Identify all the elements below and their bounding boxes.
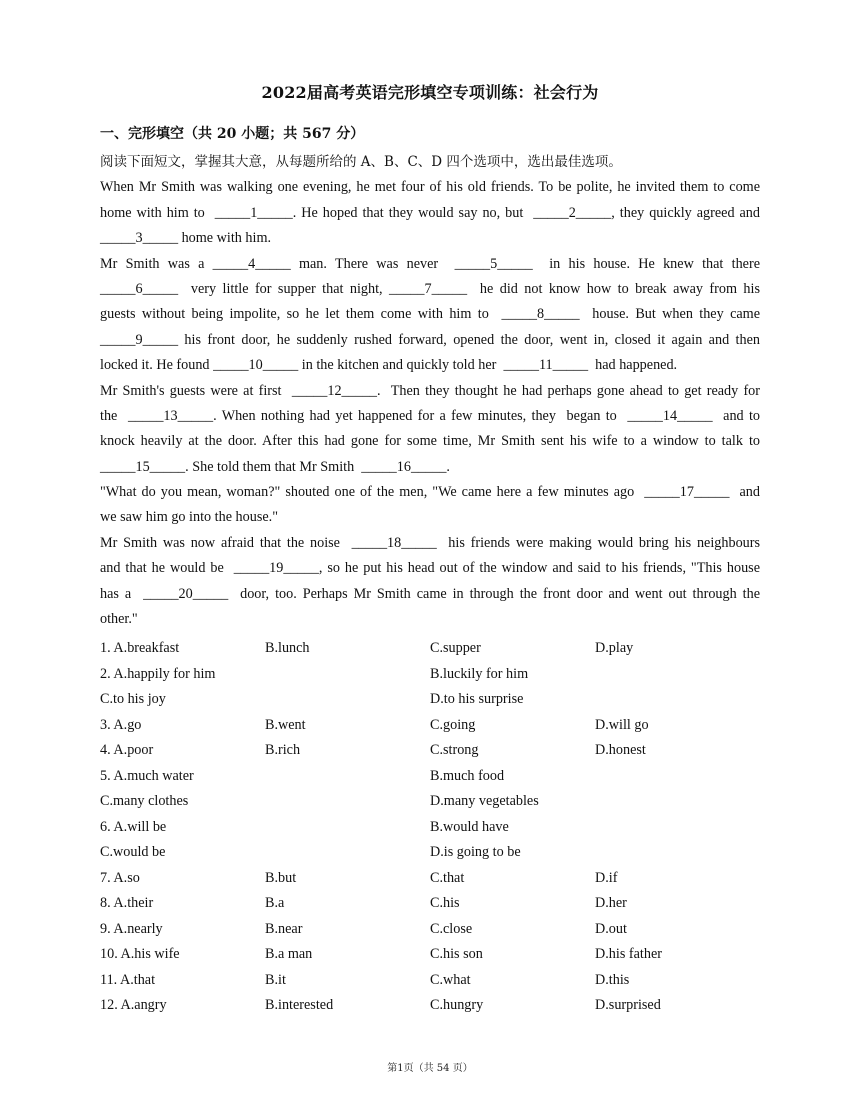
- option-choice: B.would have: [430, 818, 509, 835]
- option-row: [100, 993, 760, 1019]
- passage-line: "What do you mean, woman?" shouted one of the men, "We came here a few minutes ago _____17_____ and: [100, 484, 760, 501]
- option-choice: B.luckily for him: [430, 665, 529, 682]
- option-row: [100, 917, 760, 943]
- passage-line: Mr Smith was a _____4_____ man. There was never _____5_____ in his house. He knew that there: [100, 255, 760, 272]
- option-row: [100, 687, 760, 713]
- option-choice: D.his father: [595, 946, 662, 962]
- option-choice: 11. A.that: [100, 971, 156, 988]
- option-choice: B.interested: [265, 997, 334, 1013]
- option-choice: B.it: [265, 971, 286, 988]
- option-row: [100, 764, 760, 790]
- option-choice: D.is going to be: [430, 844, 521, 860]
- option-choice: 1. A.breakfast: [100, 640, 180, 656]
- option-row: [100, 738, 760, 764]
- instruction-text: 阅读下面短文，掌握其大意，从每题所给的 A、B、C、D 四个选项中，选出最佳选项。: [100, 154, 622, 170]
- option-row: [100, 942, 760, 968]
- option-choice: 9. A.nearly: [100, 920, 163, 937]
- option-row: [100, 662, 760, 688]
- option-row: [100, 840, 760, 866]
- passage-line: knock heavily at the door. After this had gone for some time, Mr Smith sent his wife to a window to talk to: [100, 433, 760, 450]
- option-choice: 2. A.happily for him: [100, 665, 216, 682]
- option-choice: 7. A.so: [100, 869, 140, 886]
- option-choice: C.many clothes: [100, 793, 189, 809]
- passage-line: guests without being impolite, so he let them come with him to _____8_____ house. But when they came: [100, 306, 760, 323]
- passage-line: Mr Smith was now afraid that the noise _____18_____ his friends were making would bring his neighbours: [100, 534, 760, 551]
- document-title: 2022届高考英语完形填空专项训练：社会行为: [261, 83, 599, 102]
- passage-line: has a _____20_____ door, too. Perhaps Mr Smith came in through the front door and went out through the: [100, 585, 760, 602]
- option-choice: C.strong: [430, 742, 479, 758]
- option-choice: 8. A.their: [100, 895, 154, 911]
- passage-line: _____9_____ his front door, he suddenly rushed forward, opened the door, went in, closed it again and then: [100, 331, 760, 348]
- passage-line: other.": [100, 611, 138, 628]
- passage-line: locked it. He found _____10_____ in the kitchen and quickly told her _____11_____ had happened.: [100, 357, 678, 374]
- option-choice: C.hungry: [430, 997, 484, 1013]
- option-row: [100, 815, 760, 841]
- passage-line: When Mr Smith was walking one evening, he met four of his old friends. To be polite, he invited them to come: [100, 179, 760, 196]
- option-row: [100, 636, 760, 662]
- option-choice: C.his son: [430, 946, 483, 962]
- passage-line: _____15_____. She told them that Mr Smith _____16_____.: [100, 458, 450, 475]
- option-choice: B.much food: [430, 767, 505, 784]
- option-choice: 10. A.his wife: [100, 946, 180, 962]
- option-choice: B.lunch: [265, 640, 310, 656]
- option-row: [100, 891, 760, 917]
- option-choice: D.many vegetables: [430, 793, 539, 809]
- passage: [100, 150, 760, 632]
- option-choice: D.out: [595, 920, 627, 937]
- option-choice: D.if: [595, 869, 618, 886]
- option-choice: B.went: [265, 716, 306, 733]
- option-choice: B.a man: [265, 946, 313, 962]
- option-choice: B.rich: [265, 742, 301, 758]
- option-row: [100, 789, 760, 815]
- option-row: [100, 968, 760, 994]
- option-choice: D.this: [595, 971, 630, 988]
- passage-lines: [100, 175, 760, 632]
- option-choice: 5. A.much water: [100, 767, 194, 784]
- option-choice: D.play: [595, 640, 634, 656]
- option-choice: D.will go: [595, 716, 649, 733]
- page-footer: 第1页（共 54 页）: [387, 1063, 473, 1074]
- option-choice: C.that: [430, 869, 465, 886]
- option-choice: 6. A.will be: [100, 818, 167, 835]
- option-choice: D.her: [595, 895, 627, 911]
- section-heading: 一、完形填空（共 20 小题；共 567 分）: [100, 126, 365, 142]
- option-choice: C.close: [430, 920, 473, 937]
- option-choice: B.but: [265, 869, 297, 886]
- passage-line: we saw him go into the house.": [100, 509, 278, 526]
- option-choice: B.a: [265, 895, 285, 911]
- option-choice: C.supper: [430, 640, 481, 656]
- option-row: [100, 866, 760, 892]
- option-choice: D.surprised: [595, 997, 661, 1013]
- option-choice: B.near: [265, 920, 303, 937]
- passage-line: home with him to _____1_____. He hoped that they would say no, but _____2_____, they quickly agreed and: [100, 204, 760, 221]
- passage-line: the _____13_____. When nothing had yet happened for a few minutes, they began to _____14_____ and to: [100, 407, 760, 424]
- passage-line: Mr Smith's guests were at first _____12_____. Then they thought he had perhaps gone ahead to get ready for: [100, 382, 760, 399]
- passage-line: _____6_____ very little for supper that night, _____7_____ he did not know how to break away from his: [100, 280, 760, 297]
- option-choice: C.to his joy: [100, 691, 166, 707]
- option-choice: C.his: [430, 895, 460, 911]
- option-choice: 12. A.angry: [100, 997, 167, 1013]
- passage-line: and that he would be _____19_____, so he put his head out of the window and said to his friends, "This house: [100, 560, 760, 577]
- option-choice: 4. A.poor: [100, 742, 154, 758]
- option-choice: 3. A.go: [100, 716, 142, 733]
- option-choice: D.honest: [595, 742, 646, 758]
- option-row: [100, 713, 760, 739]
- option-choice: D.to his surprise: [430, 691, 524, 707]
- option-choice: C.going: [430, 716, 476, 733]
- option-choice: C.would be: [100, 844, 166, 860]
- passage-line: _____3_____ home with him.: [100, 230, 272, 247]
- option-choice: C.what: [430, 971, 471, 988]
- answer-options: [100, 636, 760, 1019]
